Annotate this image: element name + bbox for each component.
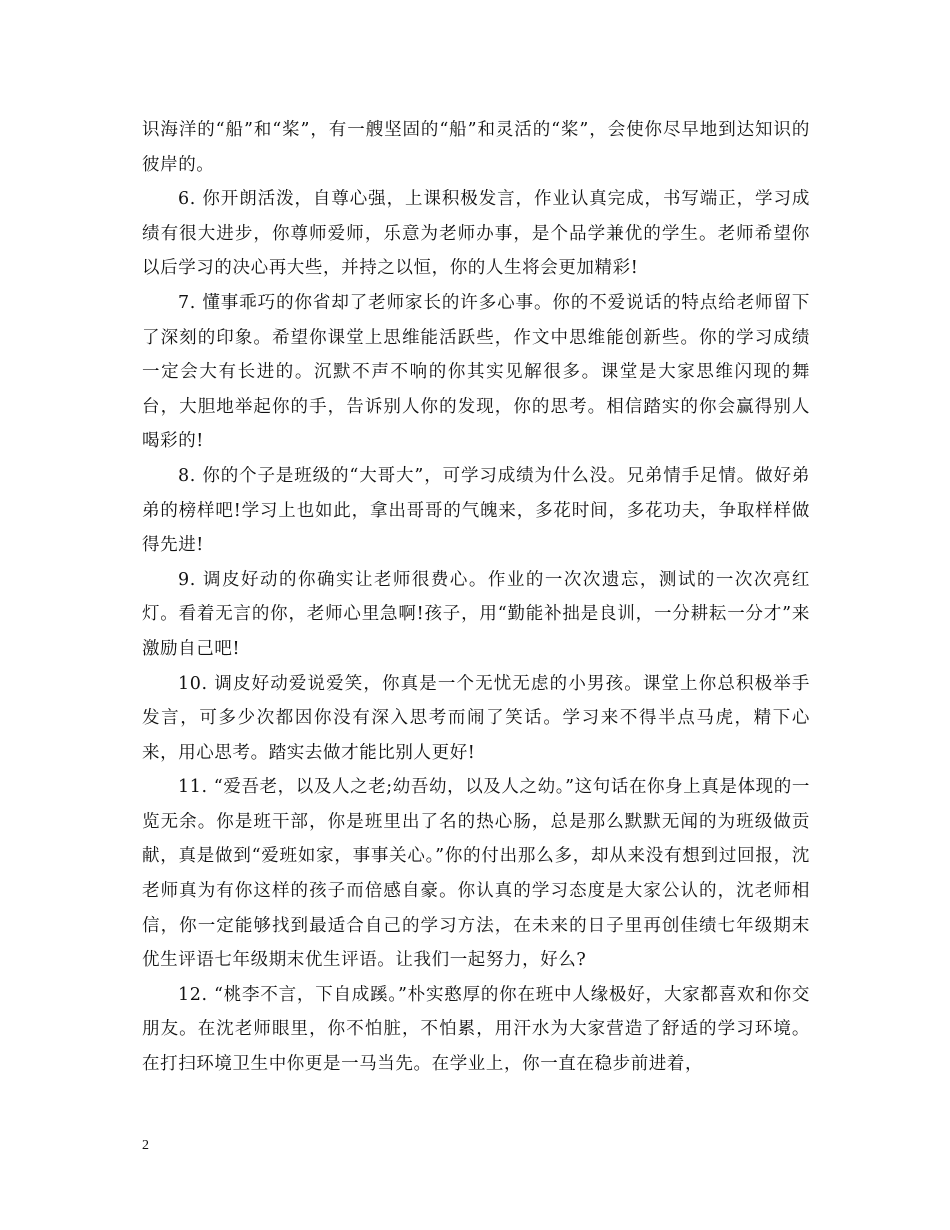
document-body <box>142 113 810 1082</box>
paragraph: 8. 你的个子是班级的“大哥大”，可学习成绩为什么没。兄弟情手足情。做好弟弟的榜样吧!学习上也如此，拿出哥哥的气魄来，多花时间，多花功夫，争取样样做得先进! <box>142 465 810 556</box>
page-number: 2 <box>142 1138 149 1153</box>
paragraph: 识海洋的“船”和“桨”，有一艘坚固的“船”和灵活的“桨”，会使你尽早地到达知识的彼岸的。 <box>142 120 810 175</box>
paragraph: 6. 你开朗活泼，自尊心强，上课积极发言，作业认真完成，书写端正，学习成绩有很大进步，你尊师爱师，乐意为老师办事，是个品学兼优的学生。老师希望你以后学习的决心再大些，并持之以恒，你的人生将会更加精彩! <box>142 189 810 279</box>
paragraph: 7. 懂事乖巧的你省却了老师家长的许多心事。你的不爱说话的特点给老师留下了深刻的印象。希望你课堂上思维能活跃些，作文中思维能创新些。你的学习成绩一定会大有长进的。沉默不声不响的你其实见解很多。课堂是大家思维闪现的舞台，大胆地举起你的手，告诉别人你的发现，你的思考。相信踏实的你会赢得别人喝彩的! <box>142 292 810 452</box>
paragraph: 12. “桃李不言，下自成蹊。”朴实憨厚的你在班中人缘极好，大家都喜欢和你交朋友。在沈老师眼里，你不怕脏，不怕累，用汗水为大家营造了舒适的学习环境。在打扫环境卫生中你更是一马当先。在学业上，你一直在稳步前进着， <box>142 984 810 1075</box>
paragraph: 10. 调皮好动爱说爱笑，你真是一个无忧无虑的小男孩。课堂上你总积极举手发言，可多少次都因你没有深入思考而闹了笑话。学习来不得半点马虎，精下心来，用心思考。踏实去做才能比别人更好! <box>142 673 810 763</box>
paragraph: 9. 调皮好动的你确实让老师很费心。作业的一次次遗忘，测试的一次次亮红灯。看着无言的你，老师心里急啊!孩子，用“勤能补拙是良训，一分耕耘一分才”来激励自己吧! <box>142 569 810 659</box>
paragraph: 11. “爱吾老，以及人之老;幼吾幼，以及人之幼。”这句话在你身上真是体现的一览无余。你是班干部，你是班里出了名的热心肠，总是那么默默无闻的为班级做贡献，真是做到“爱班如家，事事关心。”你的付出那么多，却从来没有想到过回报，沈老师真为有你这样的孩子而倍感自豪。你认真的学习态度是大家公认的，沈老师相信，你一定能够找到最适合自己的学习方法，在未来的日子里再创佳绩七年级期末优生评语七年级期末优生评语。让我们一起努力，好么? <box>142 777 810 971</box>
